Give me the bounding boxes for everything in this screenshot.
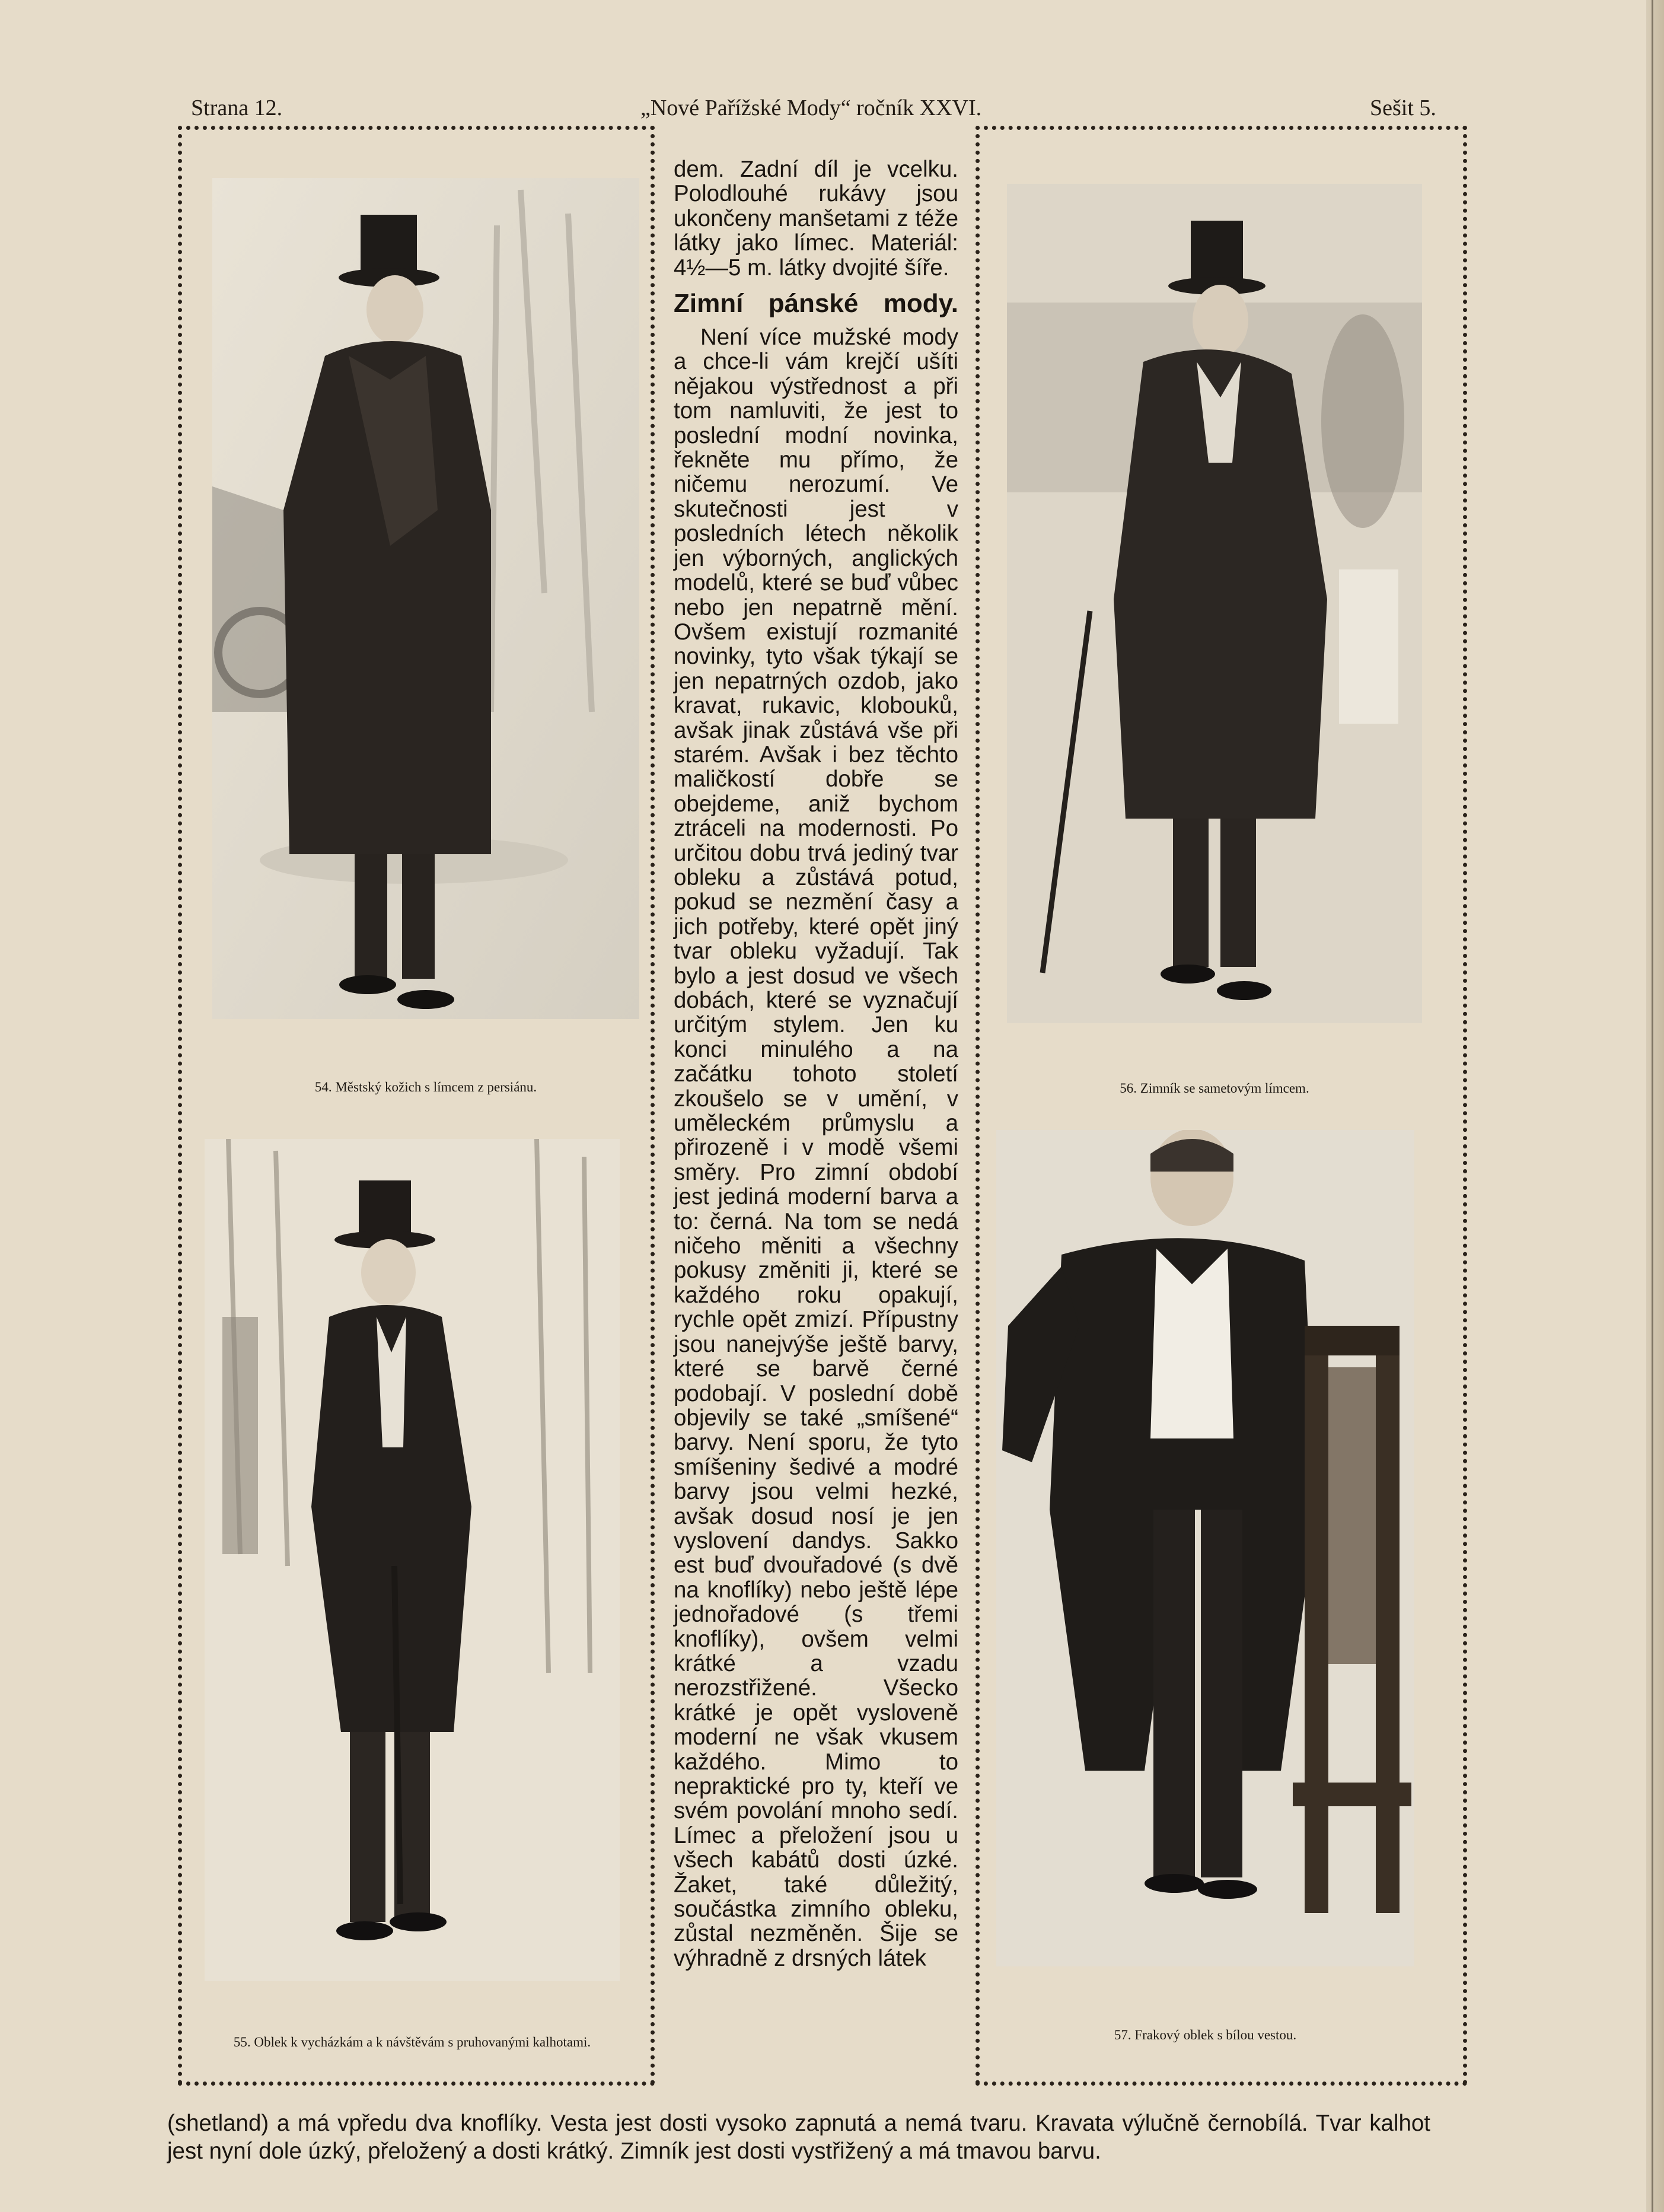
article-heading: Zimní pánské mody. bbox=[674, 289, 958, 319]
page-edge bbox=[1646, 0, 1664, 2212]
illustration-fur-coat bbox=[212, 178, 639, 1019]
illustration-walking-suit bbox=[205, 1139, 620, 1981]
caption-55: 55. Oblek k vycházkám a k návštěvám s pruhovanými kalhotami. bbox=[233, 2035, 591, 2049]
issue-number: Sešit 5. bbox=[1370, 96, 1436, 120]
illustration-overcoat bbox=[1007, 184, 1422, 1023]
caption-56: 56. Zimník se sametovým límcem. bbox=[1120, 1081, 1309, 1096]
article-continuation: dem. Zadní díl je vcelku. Polodlouhé rukávy jsou ukončeny manšetami z téže látky jako límec. Materiál: 4½—5 m. látky dvojité šíře. bbox=[674, 157, 958, 281]
caption-57: 57. Frakový oblek s bílou vestou. bbox=[1114, 2028, 1297, 2042]
page-binding-line bbox=[1652, 0, 1653, 2212]
magazine-title: „Nové Pařížské Mody“ ročník XXVI. bbox=[640, 96, 982, 120]
article-body: Není více mužské mody a chce-li vám krejčí ušíti nějakou výstřednost a při tom namluviti, že jest to poslední modní novinka, řekněte mu přímo, že ničemu nerozumí. Ve skutečnosti jest v posledních létech několik jen výborných, anglických modelů, které se buď vůbec nebo jen nepatrně mění. Ovšem existují rozmanité novinky, tyto však týkají se jen nepatrných ozdob, jako kravat, rukavic, klobouků, avšak jinak zůstává vše při starém. Avšak i bez těchto maličkostí dobře se obejdeme, aniž bychom ztráceli na modernosti. Po určitou dobu trvá jediný tvar obleku a zůstává potud, pokud se nezmění časy a jich potřeby, které opět jiný tvar obleku vyžadují. Tak bylo a jest dosud ve všech dobách, které se vyznačují určitým stylem. Jen ku konci minulého a na začátku tohoto století zkoušelo se v umění, v uměleckém průmyslu a přirozeně i v modě všemi směry. Pro zimní období jest jediná moderní barva a to: černá. Na tom se nedá ničeho měniti a všechny pokusy změniti ji, které se každého roku opakují, rychle opět zmizí. Přípustny jsou nanejvýše ještě barvy, které se barvě černé podobají. V poslední době objevily se také „smíšené“ barvy. Není sporu, že tyto smíšeniny šedivé a modré barvy jsou velmi hezké, avšak dosud nosí je jen vyslovení dandys. Sakko est buď dvouřadové (s dvě na knoflíky) nebo ještě lépe jednořadové (s třemi knoflíky), ovšem velmi krátké a vzadu nerozstřižené. Všecko krátké je opět vysloveně moderní ne však vkusem každého. Mimo to nepraktické pro ty, kteří ve svém povolání mnoho sedí. Límec a přeložení jsou u všech kabátů dosti úzké. Žaket, také důležitý, součástka zimního obleku, zůstal nezměněn. Šije se výhradně z drsných látek bbox=[674, 324, 958, 1971]
article-column bbox=[674, 157, 958, 1971]
article-bottom-text: (shetland) a má vpředu dva knoflíky. Vesta jest dosti vysoko zapnutá a nemá tvaru. Kravata výlučně černobílá. Tvar kalhot jest nyní dole úzký, přeložený a dosti krátký. Zimník jest dosti vystřižený a má tmavou barvu. bbox=[167, 2111, 1430, 2164]
page-number: Strana 12. bbox=[191, 96, 283, 120]
caption-54: 54. Městský kožich s límcem z persiánu. bbox=[314, 1080, 537, 1094]
page-header bbox=[0, 95, 1664, 131]
illustration-tailcoat bbox=[996, 1130, 1414, 1966]
